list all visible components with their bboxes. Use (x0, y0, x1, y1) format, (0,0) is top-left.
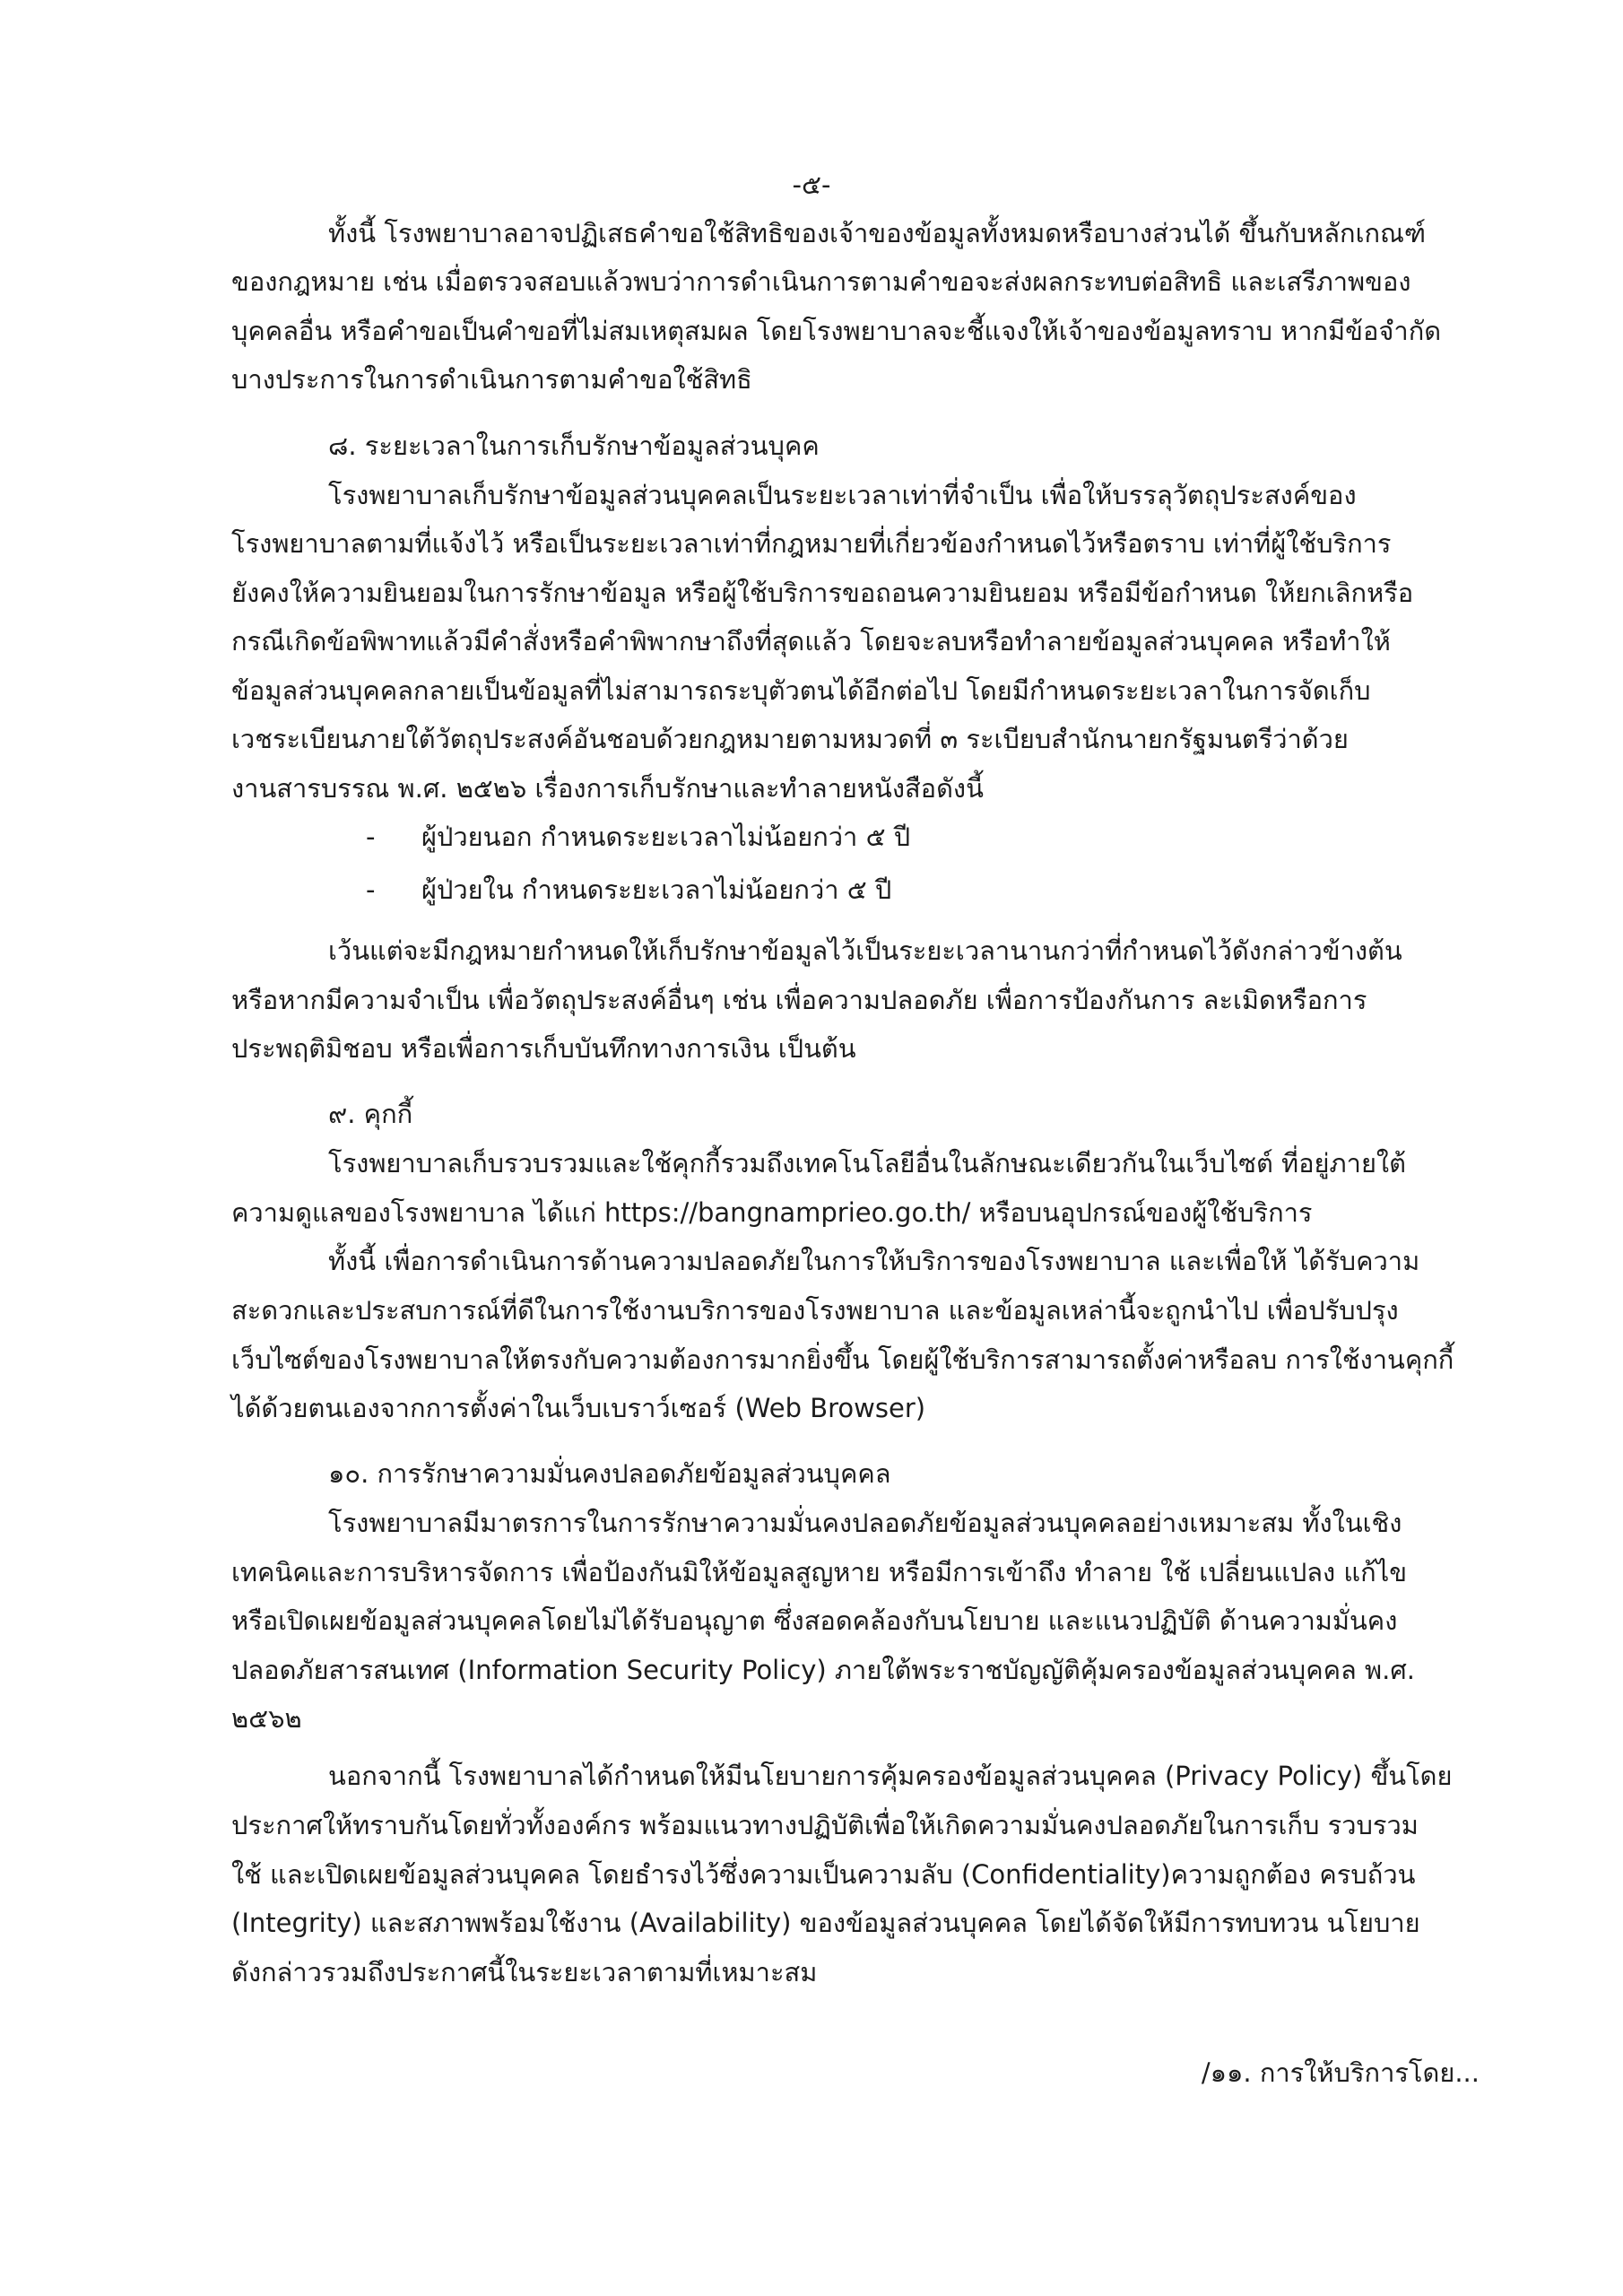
paragraph-line: ดังกล่าวรวมถึงประกาศนี้ในระยะเวลาตามที่เหมาะสม (231, 1957, 818, 1987)
paragraph-line: ๒๕๖๒ (231, 1703, 302, 1734)
paragraph-line: ความดูแลของโรงพยาบาล ได้แก่ https://bangnamprieo.go.th/ หรือบนอุปกรณ์ของผู้ใช้บริการ (231, 1197, 1313, 1228)
paragraph-line: เวชระเบียนภายใต้วัตถุประสงค์อันชอบด้วยกฎหมายตามหมวดที่ ๓ ระเบียบสำนักนายกรัฐมนตรีว่าด้วย (231, 724, 1349, 754)
paragraph-line: โรงพยาบาลเก็บรักษาข้อมูลส่วนบุคคลเป็นระยะเวลาเท่าที่จำเป็น เพื่อให้บรรลุวัตถุประสงค์ของ (328, 480, 1357, 510)
paragraph-line: เว็บไซต์ของโรงพยาบาลให้ตรงกับความต้องการมากยิ่งขึ้น โดยผู้ใช้บริการสามารถตั้งค่าหรือลบ การใช้งานคุกกี้ (231, 1344, 1454, 1375)
continuation-marker: /๑๑. การให้บริการโดย... (1201, 2057, 1480, 2088)
paragraph-line: ยังคงให้ความยินยอมในการรักษาข้อมูล หรือผู้ใช้บริการขอถอนความยินยอม หรือมีข้อกำหนด ให้ยกเลิกหรือ (231, 578, 1414, 608)
paragraph-line: โรงพยาบาลตามที่แจ้งไว้ หรือเป็นระยะเวลาเท่าที่กฎหมายที่เกี่ยวข้องกำหนดไว้หรือตราบ เท่าที่ผู้ใช้บริการ (231, 528, 1392, 559)
paragraph-line: ข้อมูลส่วนบุคคลกลายเป็นข้อมูลที่ไม่สามารถระบุตัวตนได้อีกต่อไป โดยมีกำหนดระยะเวลาในการจัดเก็บ (231, 675, 1371, 706)
paragraph-line: บางประการในการดำเนินการตามคำขอใช้สิทธิ (231, 364, 752, 395)
paragraph-line: ของกฎหมาย เช่น เมื่อตรวจสอบแล้วพบว่าการดำเนินการตามคำขอจะส่งผลกระทบต่อสิทธิ และเสรีภาพของ (231, 266, 1411, 297)
paragraph-line: งานสารบรรณ พ.ศ. ๒๕๒๖ เรื่องการเก็บรักษาและทำลายหนังสือดังนี้ (231, 773, 984, 804)
paragraph-line: บุคคลอื่น หรือคำขอเป็นคำขอที่ไม่สมเหตุสมผล โดยโรงพยาบาลจะชี้แจงให้เจ้าของข้อมูลทราบ หากมีข้อจำกัด (231, 316, 1442, 346)
paragraph-line: หรือหากมีความจำเป็น เพื่อวัตถุประสงค์อื่นๆ เช่น เพื่อความปลอดภัย เพื่อการป้องกันการ ละเมิดหรือการ (231, 985, 1367, 1015)
paragraph-line: ทั้งนี้ โรงพยาบาลอาจปฏิเสธคำขอใช้สิทธิของเจ้าของข้อมูลทั้งหมดหรือบางส่วนได้ ขึ้นกับหลักเกณฑ์ (328, 218, 1427, 248)
paragraph-line: โรงพยาบาลมีมาตรการในการรักษาความมั่นคงปลอดภัยข้อมูลส่วนบุคคลอย่างเหมาะสม ทั้งในเชิง (328, 1508, 1402, 1538)
paragraph-line: ประพฤติมิชอบ หรือเพื่อการเก็บบันทึกทางการเงิน เป็นต้น (231, 1033, 856, 1064)
paragraph-line: ใช้ และเปิดเผยข้อมูลส่วนบุคคล โดยธำรงไว้ซึ่งความเป็นความลับ (Confidentiality)ความถูกต้อง ครบถ้วน (231, 1859, 1416, 1890)
paragraph-line: โรงพยาบาลเก็บรวบรวมและใช้คุกกี้รวมถึงเทคโนโลยีอื่นในลักษณะเดียวกันในเว็บไซต์ ที่อยู่ภายใต้ (328, 1148, 1406, 1178)
bullet-dash: - (366, 874, 376, 905)
paragraph-line: สะดวกและประสบการณ์ที่ดีในการใช้งานบริการของโรงพยาบาล และข้อมูลเหล่านี้จะถูกนำไป เพื่อปรับปรุง (231, 1295, 1399, 1326)
paragraph-line: ประกาศให้ทราบกันโดยทั่วทั้งองค์กร พร้อมแนวทางปฏิบัติเพื่อให้เกิดความมั่นคงปลอดภัยในการเก็บ รวบรวม (231, 1810, 1419, 1840)
bullet-item: ผู้ป่วยใน กำหนดระยะเวลาไม่น้อยกว่า ๕ ปี (421, 874, 892, 905)
bullet-dash: - (366, 822, 376, 852)
section-9-heading: ๙. คุกกี้ (328, 1099, 413, 1129)
section-10-heading: ๑๐. การรักษาความมั่นคงปลอดภัยข้อมูลส่วนบุคคล (328, 1458, 891, 1489)
paragraph-line: ทั้งนี้ เพื่อการดำเนินการด้านความปลอดภัยในการให้บริการของโรงพยาบาล และเพื่อให้ ได้รับความ (328, 1246, 1420, 1276)
paragraph-line: หรือเปิดเผยข้อมูลส่วนบุคคลโดยไม่ได้รับอนุญาต ซึ่งสอดคล้องกับนโยบาย และแนวปฏิบัติ ด้านความมั่นคง (231, 1605, 1398, 1636)
paragraph-line: เทคนิคและการบริหารจัดการ เพื่อป้องกันมิให้ข้อมูลสูญหาย หรือมีการเข้าถึง ทำลาย ใช้ เปลี่ยนแปลง แก้ไข (231, 1557, 1408, 1587)
section-8-heading: ๘. ระยะเวลาในการเก็บรักษาข้อมูลส่วนบุคค (328, 430, 820, 461)
paragraph-line: ได้ด้วยตนเองจากการตั้งค่าในเว็บเบราว์เซอร์ (Web Browser) (231, 1393, 926, 1423)
bullet-item: ผู้ป่วยนอก กำหนดระยะเวลาไม่น้อยกว่า ๕ ปี (421, 822, 911, 852)
paragraph-line: ปลอดภัยสารสนเทศ (Information Security Policy) ภายใต้พระราชบัญญัติคุ้มครองข้อมูลส่วนบุคคล พ.ศ. (231, 1655, 1415, 1685)
paragraph-line: (Integrity) และสภาพพร้อมใช้งาน (Availability) ของข้อมูลส่วนบุคคล โดยได้จัดให้มีการทบทวน นโยบาย (231, 1908, 1420, 1938)
paragraph-line: กรณีเกิดข้อพิพาทแล้วมีคำสั่งหรือคำพิพากษาถึงที่สุดแล้ว โดยจะลบหรือทำลายข้อมูลส่วนบุคคล หรือทำให้ (231, 626, 1391, 657)
paragraph-line: เว้นแต่จะมีกฎหมายกำหนดให้เก็บรักษาข้อมูลไว้เป็นระยะเวลานานกว่าที่กำหนดไว้ดังกล่าวข้างต้น (328, 935, 1402, 966)
page-number: -๕- (792, 170, 831, 200)
paragraph-line: นอกจากนี้ โรงพยาบาลได้กำหนดให้มีนโยบายการคุ้มครองข้อมูลส่วนบุคคล (Privacy Policy) ขึ้นโดย (328, 1761, 1453, 1791)
